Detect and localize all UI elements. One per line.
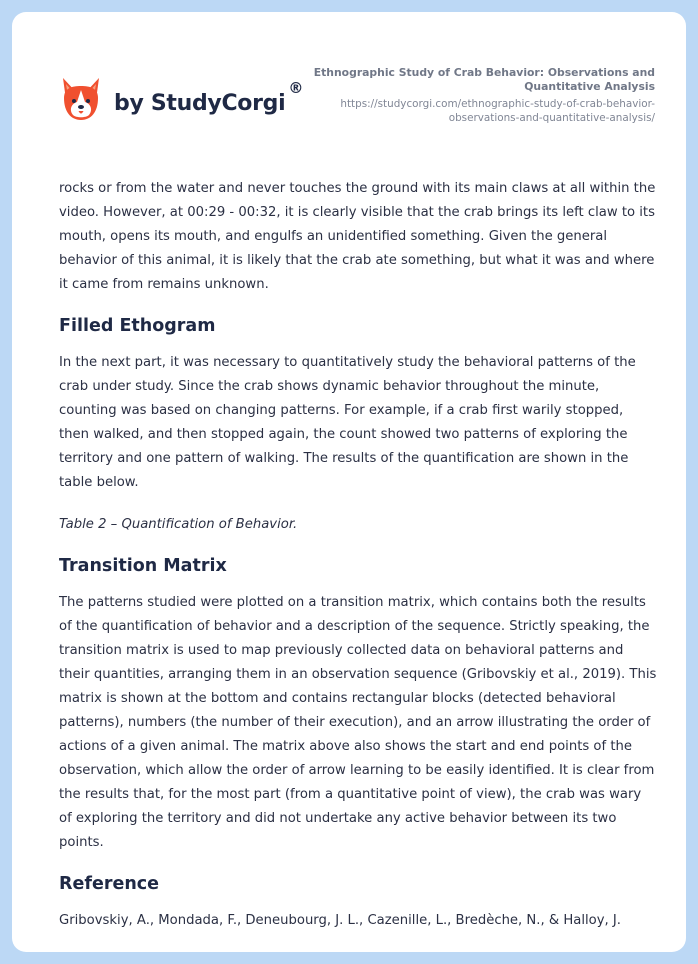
- document-url[interactable]: https://studycorgi.com/ethnographic-study-of-crab-behavior-observations-and-quantitative-analysis/: [340, 98, 655, 124]
- document-title: Ethnographic Study of Crab Behavior: Observations and Quantitative Analysis: [313, 66, 655, 93]
- intro-paragraph: rocks or from the water and never touches the ground with its main claws at all within the video. However, at 00:29 - 00:32, it is clearly visible that the crab brings its left claw to its mouth, opens its mouth, and engulfs an unidentified something. Given the general behavior of this animal, it is likely that the crab ate something, but what it was and where it came from remains unknown.: [59, 181, 656, 292]
- section-heading-transition-matrix: Transition Matrix: [59, 556, 227, 576]
- document-body: [59, 177, 657, 933]
- corgi-logo-icon: [60, 76, 102, 124]
- document-page: [12, 12, 686, 952]
- registered-mark: ®: [288, 79, 304, 97]
- reference-entry: Gribovskiy, A., Mondada, F., Deneubourg, J. L., Cazenille, L., Bredèche, N., & Halloy, J.: [59, 913, 621, 928]
- ethogram-paragraph: In the next part, it was necessary to quantitatively study the behavioral patterns of the crab under study. Since the crab shows dynamic behavior throughout the minute, counting was based on changing patterns. For example, if a crab first warily stopped, then walked, and then stopped again, the count showed two patterns of exploring the territory and one pattern of walking. The results of the quantification are shown in the table below.: [59, 355, 636, 490]
- section-heading-reference: Reference: [59, 874, 160, 894]
- transition-matrix-paragraph: The patterns studied were plotted on a transition matrix, which contains both the results of the quantification of behavior and a description of the sequence. Strictly speaking, the transition matrix is used to map previously collected data on behavioral patterns and their quantities, arranging them in an observation sequence (Gribovskiy et al., 2019). This matrix is shown at the bottom and contains rectangular blocks (detected behavioral patterns), numbers (the number of their execution), and an arrow illustrating the order of actions of a given animal. The matrix above also shows the start and end points of the observation, which allow the order of arrow learning to be easily identified. It is clear from the results that, for the most part (from a quantitative point of view), the crab was wary of exploring the territory and did not undertake any active behavior between its two points.: [59, 595, 657, 850]
- brand-name: by StudyCorgi: [114, 90, 286, 116]
- page-header: [12, 12, 686, 172]
- section-heading-filled-ethogram: Filled Ethogram: [59, 316, 216, 336]
- document-meta: [295, 66, 655, 125]
- brand-logo[interactable]: [60, 76, 303, 124]
- table-caption: Table 2 – Quantification of Behavior.: [59, 517, 298, 532]
